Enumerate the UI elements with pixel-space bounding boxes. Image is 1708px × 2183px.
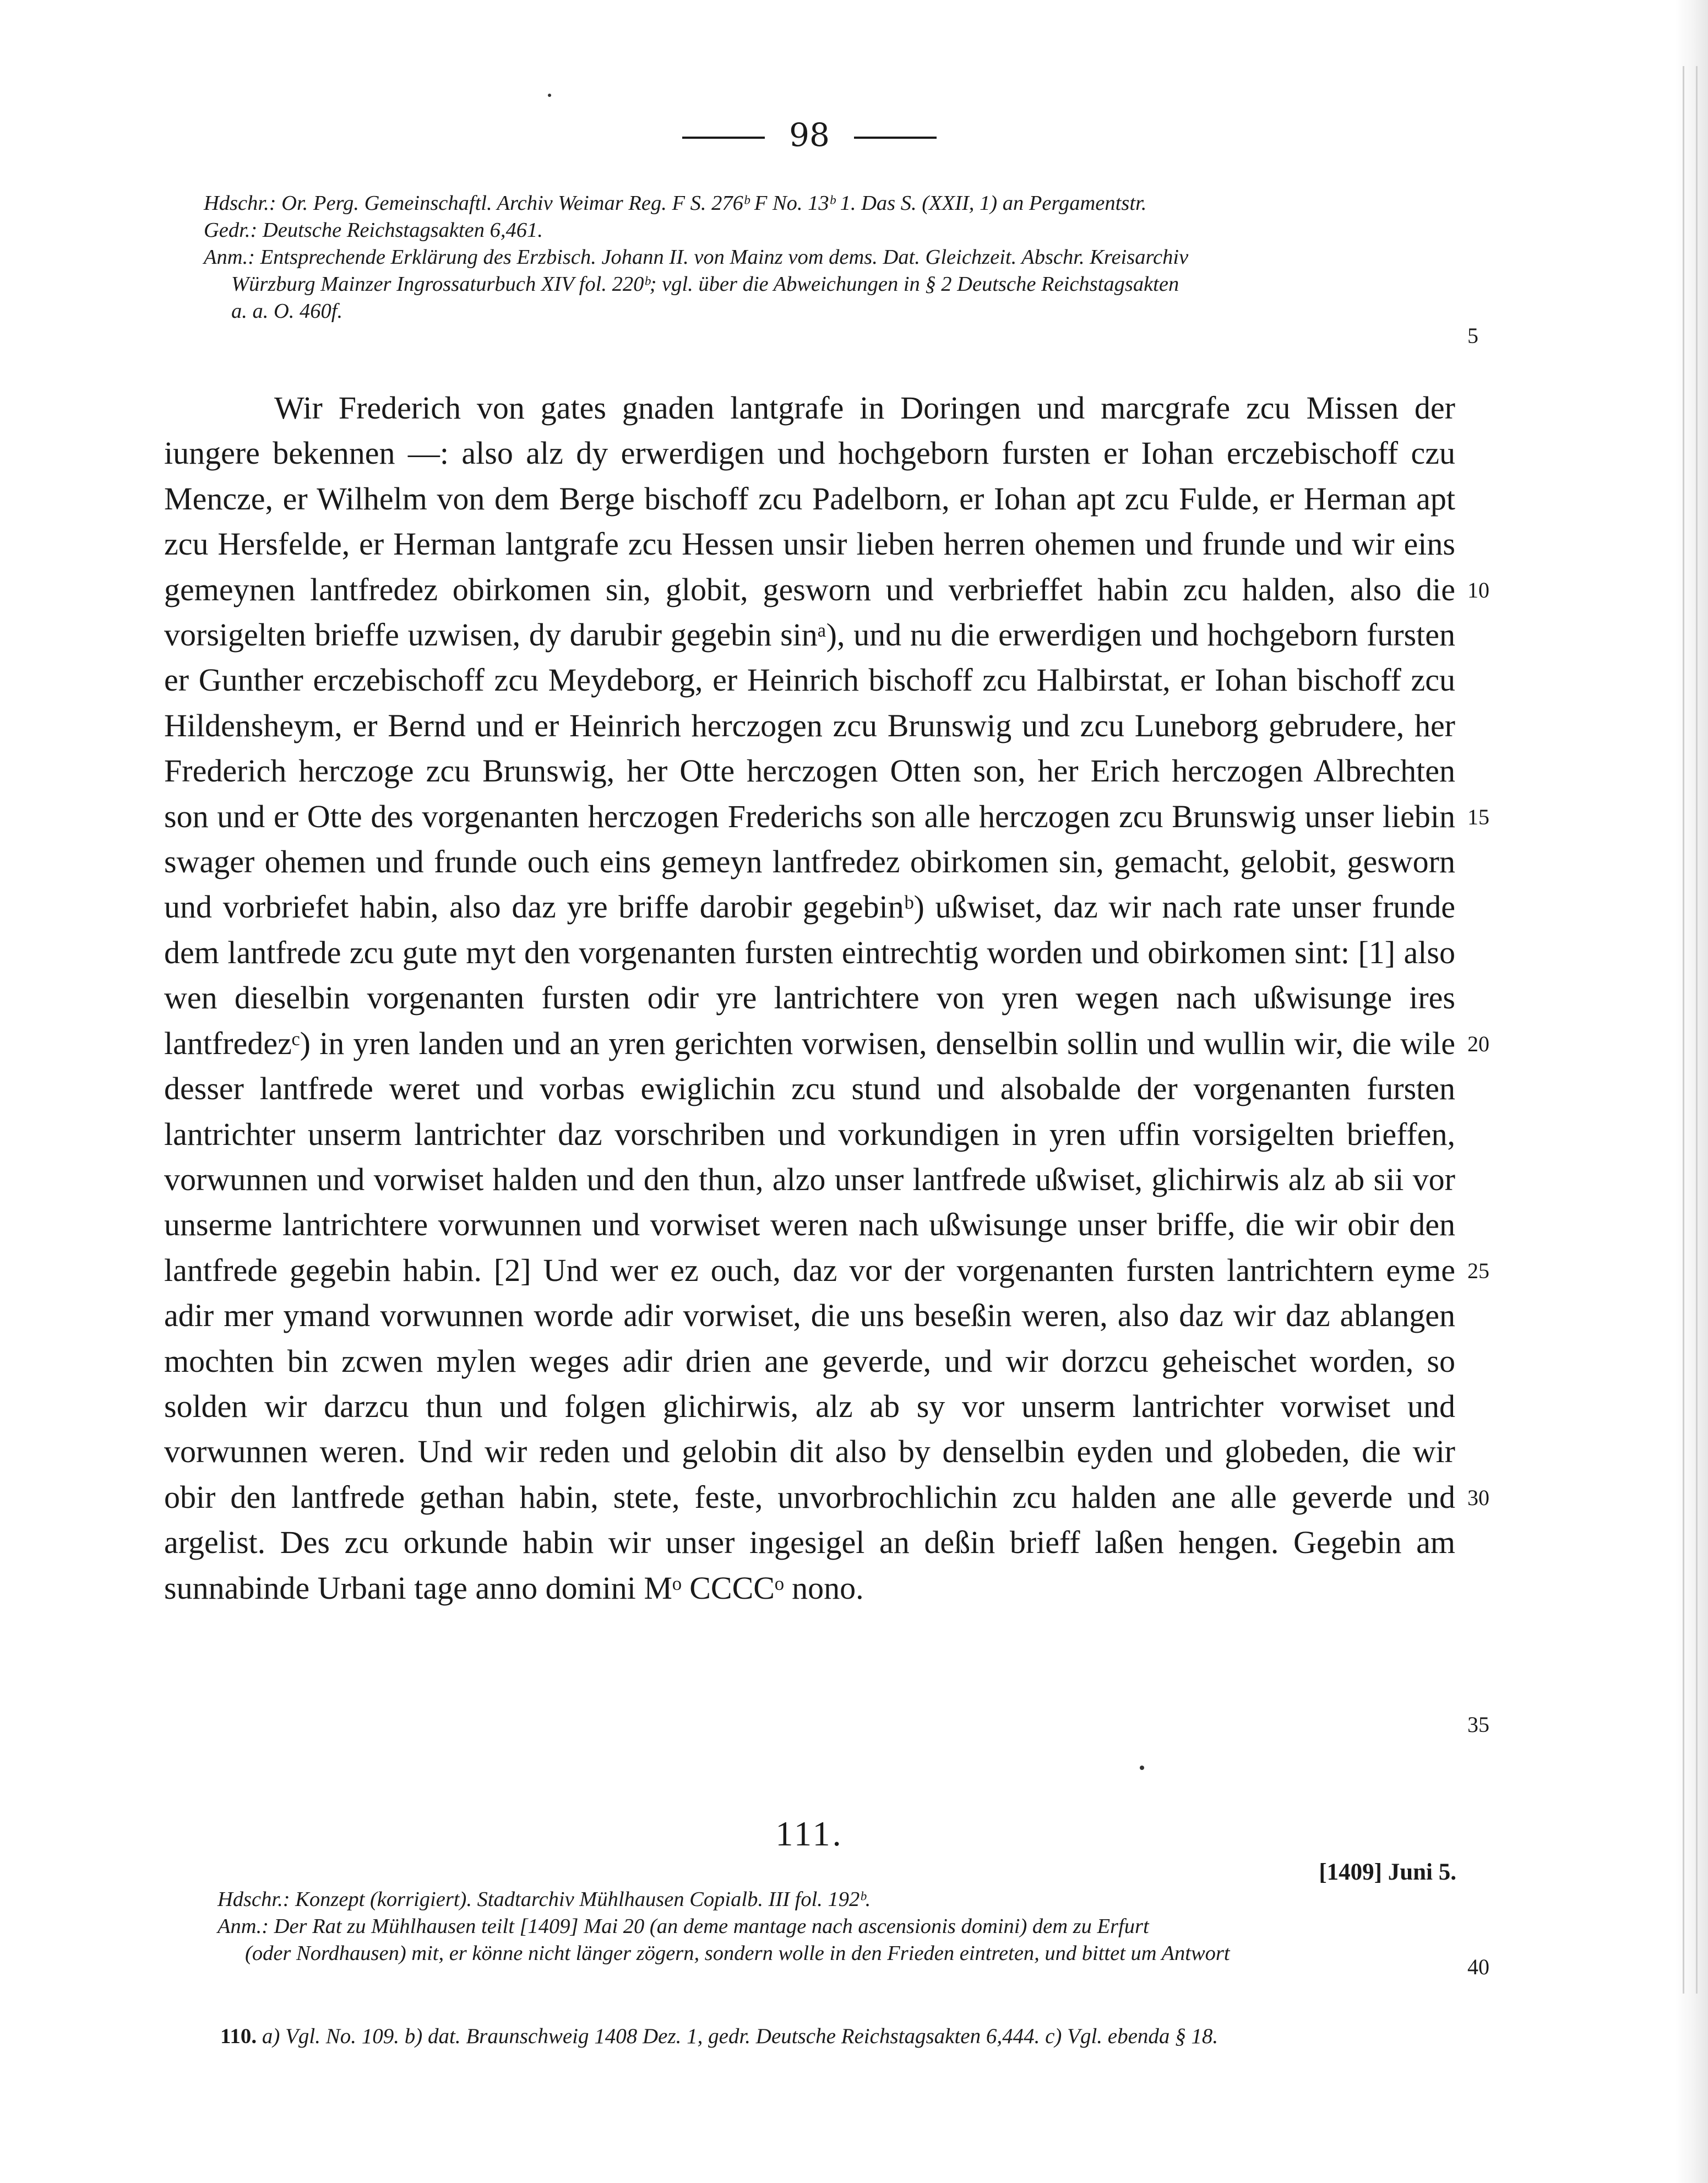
note-anm-line-1: Anm.: Entsprechende Erklärung des Erzbisch. Johann II. von Mainz vom dems. Dat. Gleichzeit. Abschr. Kreisarchiv [204,246,1189,269]
line-number: 15 [1467,805,1489,829]
doc-note-hdschr: Hdschr.: Konzept (korrigiert). Stadtarchiv Mühlhausen Copialb. III fol. 192ᵇ. [217,1888,871,1911]
doc-note-anm-line-1: Anm.: Der Rat zu Mühlhausen teilt [1409] Mai 20 (an deme mantage nach ascensionis domini) dem zu Erfurt [217,1915,1149,1938]
line-number: 40 [1467,1954,1489,1979]
scan-edge-line [1696,66,1698,1994]
scan-speck [1140,1766,1144,1770]
footnotes [220,2022,1487,2051]
note-anm-line-3: a. a. O. 460f. [231,300,343,323]
charter-paragraph: Wir Frederich von gates gnaden lantgrafe in Doringen und marcgrafe zcu Missen der iungere bekennen —: also alz dy erwerdigen und hochgeborn fursten er Iohan erczebischoff czu Mencze, er Wilhelm von dem Berge bischoff zcu Padelborn, er Iohan apt zcu Fulde, er Herman apt zcu Hersfelde, er Herman lantgrafe zcu Hessen unsir lieben herren ohemen und frunde und wir eins gemeynen lantfredez obirkomen sin, globit, gesworn und verbrieffet habin zcu halden, also die vorsigelten brieffe uzwisen, dy darubir gegebin sinᵃ), und nu die erwerdigen und hochgeborn fursten er Gunther erczebischoff zcu Meydeborg, er Heinrich bischoff zcu Halbirstat, er Iohan bischoff zcu Hildensheym, er Bernd und er Heinrich herczogen zcu Brunswig und zcu Luneborg gebrudere, her Frederich herczoge zcu Brunswig, her Otte herczogen Otten son, her Erich herczogen Albrechten son und er Otte des vorgenanten herczogen Frederichs son alle herczogen zcu Brunswig unser liebin swager ohemen und frunde ouch eins gemeyn lantfredez obirkomen sin, gemacht, gelobit, gesworn und vorbriefet habin, also daz yre briffe darobir gegebinᵇ) ußwiset, daz wir nach rate unser frunde dem lantfrede zcu gute myt den vorgenanten fursten eintrechtig worden und obirkomen sint: [1] also wen dieselbin vorgenanten fursten odir yre lantrichtere von yren wegen nach ußwisunge ires lantfredezᶜ) in yren landen und an yren gerichten vorwisen, denselbin sollin und wullin wir, die wile desser lantfrede weret und vorbas ewiglichin zcu stund und alsobalde der vorgenanten fursten lantrichter unserm lantrichter daz vorschriben und vorkundigen in yren uffin vorsigelten brieffen, vorwunnen und vorwiset halden und den thun, alzo unser lantfrede ußwiset, glichirwis alz ab sii vor unserme lantrichtere vorwunnen und vorwiset weren nach ußwisunge unser briffe, die wir obir den lantfrede gegebin habin. [2] Und wer ez ouch, daz vor der vorgenanten fursten lantrichtern eyme adir mer ymand vorwunnen worde adir vorwiset, die uns beseßin weren, also daz wir daz ablangen mochten bin zcwen mylen weges adir drien ane geverde, und wir dorzcu geheischet worden, so solden wir darzcu thun und folgen glichirwis, alz ab sy vor unserm lantrichter vorwiset und vorwunnen weren. Und wir reden und gelobin dit also by denselbin eyden und globeden, die wir obir den lantfrede gethan habin, stete, feste, unvorbrochlichin zcu halden ane alle geverde und argelist. Des zcu orkunde habin wir unser ingesigel an deßin brieff laßen hengen. Gegebin am sunnabinde Urbani tage anno domini Mᵒ CCCCᵒ nono. [164,390,1455,1606]
scan-edge-line [1683,66,1684,1994]
footnote-text: a) Vgl. No. 109. b) dat. Braunschweig 1408 Dez. 1, gedr. Deutsche Reichstagsakten 6,444. c) Vgl. ebenda § 18. [262,2024,1219,2048]
header-dash-left [682,137,765,139]
document-number: 111. [775,1814,844,1853]
header-dash-right [854,137,937,139]
line-number: 35 [1467,1712,1489,1737]
note-anm-line-2: Würzburg Mainzer Ingrossaturbuch XIV fol. 220ᵇ; vgl. über die Abweichungen in § 2 Deutsche Reichstagsakten [231,273,1179,296]
document-date: [1409] Juni 5. [1319,1859,1456,1885]
document-notes [217,1886,1517,1967]
source-notes [204,190,1503,325]
note-gedr: Gedr.: Deutsche Reichstagsakten 6,461. [204,219,543,242]
page-header [0,116,1619,154]
line-number: 10 [1467,578,1489,602]
note-hdschr: Hdschr.: Or. Perg. Gemeinschaftl. Archiv Weimar Reg. F S. 276ᵇ F No. 13ᵇ 1. Das S. (XXII, 1) an Pergamentstr. [204,192,1147,215]
charter-text [164,385,1455,1611]
footnote-doc-number: 110. [220,2024,257,2048]
line-number: 25 [1467,1258,1489,1283]
doc-note-anm-line-2: (oder Nordhausen) mit, er könne nicht länger zögern, sondern wolle in den Frieden eintreten, und bittet um Antwort [245,1942,1230,1965]
page-number: 98 [789,116,830,154]
line-number: 20 [1467,1031,1489,1056]
scan-speck [548,94,551,97]
line-number: 5 [1467,323,1478,348]
scan-edge [1675,0,1708,2183]
line-number: 30 [1467,1485,1489,1510]
